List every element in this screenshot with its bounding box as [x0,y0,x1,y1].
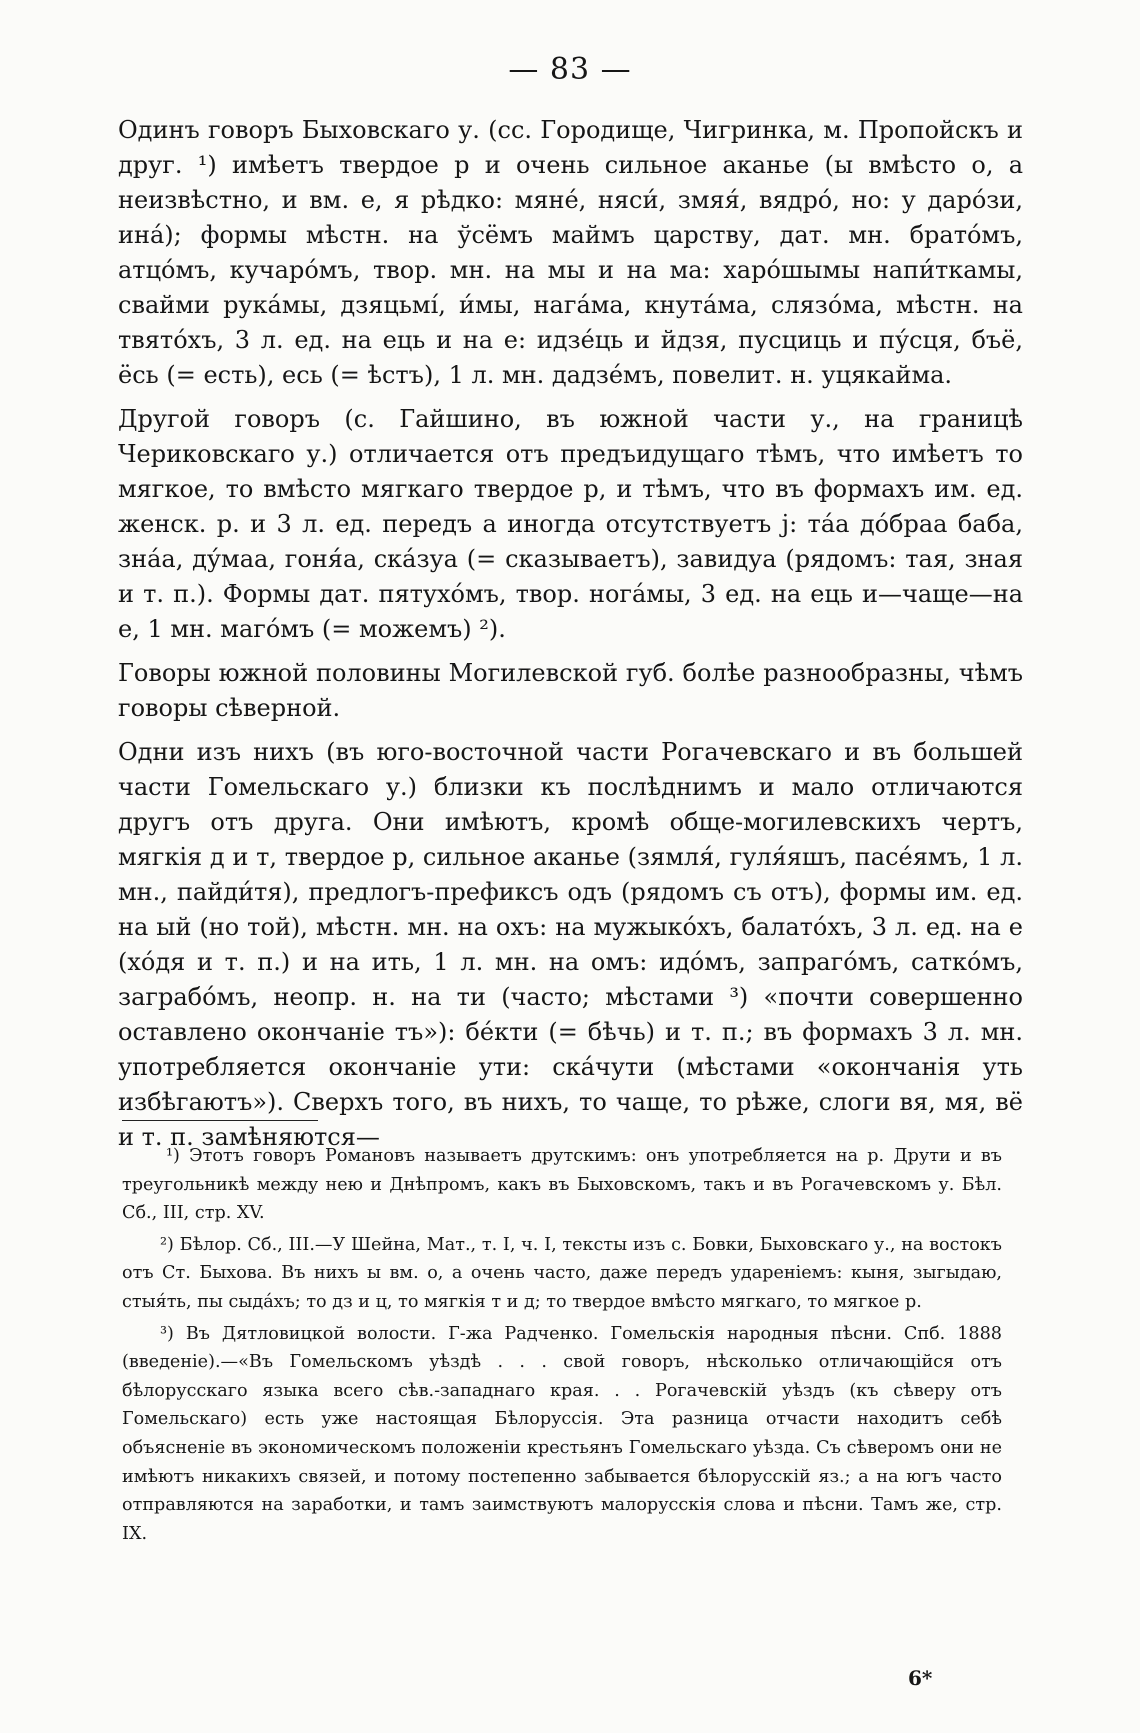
page-number: — 83 — [508,52,632,87]
paragraph-bykhov-dialect: Одинъ говоръ Быховскаго у. (сс. Городище, Чигринка, м. Пропойскъ и друг. ¹) имѣетъ твердое р и очень сильное аканье (ы вмѣсто о, а неизвѣстно, и вм. е, я рѣдко: мяне́, няси́, змяя́, вядро́, но: у даро́зи, ина́); формы мѣстн. на ўсёмъ маймъ царству, дат. мн. брато́мъ, атцо́мъ, кучаро́мъ, твор. мн. на мы и на ма: харо́шымы напи́ткамы, свайми рука́мы, дзяцьмі́, и́мы, нага́ма, кнута́ма, слязо́ма, мѣстн. на твято́хъ, 3 л. ед. на ець и на е: идзе́ць и йдзя, пусциць и пу́сця, бъё, ёсь (= есть), есь (= ѣстъ), 1 л. мн. дадзе́мъ, повелит. н. уцякайма. [118,116,1023,389]
paragraph-southern-dialects: Говоры южной половины Могилевской губ. болѣе разнообразны, чѣмъ говоры сѣверной. [118,659,1023,722]
paragraph-rogachev-gomel-dialects: Одни изъ нихъ (въ юго-восточной части Рогачевскаго и въ большей части Гомельскаго у.) близки къ послѣднимъ и мало отличаются другъ отъ друга. Они имѣютъ, кромѣ обще-могилевскихъ чертъ, мягкія д и т, твердое р, сильное аканье (зямля́, гуля́яшъ, пасе́ямъ, 1 л. мн., пайди́тя), предлогъ-префиксъ одъ (рядомъ съ отъ), формы им. ед. на ый (но той), мѣстн. мн. на охъ: на мужыко́хъ, балато́хъ, 3 л. ед. на е (хо́дя и т. п.) и на ить, 1 л. мн. на омъ: идо́мъ, запраго́мъ, сатко́мъ, заграбо́мъ, неопр. н. на ти (часто; мѣстами ³) «почти совершенно оставлено окончаніе тъ»): бе́кти (= бѣчь) и т. п.; въ формахъ 3 л. мн. употребляется окончаніе ути: ска́чути (мѣстами «окончанія уть избѣгаютъ»). Сверхъ того, въ нихъ, то чаще, то рѣже, слоги вя, мя, вё и т. п. замѣняются— [118,738,1023,1151]
footnotes [122,1142,1002,1551]
footnote-3: ³) Въ Дятловицкой волости. Г-жа Радченко. Гомельскія народныя пѣсни. Спб. 1888 (введеніе).—«Въ Гомельскомъ уѣздѣ . . . свой говоръ, нѣсколько отличающійся отъ бѣлорусскаго языка всего сѣв.-западнаго края. . . Рогачевскій уѣздъ (къ сѣверу отъ Гомельскаго) есть уже настоящая Бѣлоруссія. Эта разница отчасти находитъ себѣ объясненіе въ экономическомъ положеніи крестьянъ Гомельскаго уѣзда. Съ сѣверомъ они не имѣютъ никакихъ связей, и потому постепенно забывается бѣлорусскій яз.; а на югъ часто отправляются на заработки, и тамъ заимствуютъ малорусскія слова и пѣсни. Тамъ же, стр. IX. [122,1323,1002,1544]
footnote-1: ¹) Этотъ говоръ Романовъ называетъ друтскимъ: онъ употребляется на р. Друти и въ треугольникѣ между нею и Днѣпромъ, какъ въ Быховскомъ, такъ и въ Рогачевскомъ у. Бѣл. Сб., III, стр. XV. [122,1146,1002,1224]
printer-signature-mark: 6* [908,1666,933,1690]
footnote-2: ²) Бѣлор. Сб., III.—У Шейна, Мат., т. I, ч. I, тексты изъ с. Бовки, Быховскаго у., на востокъ отъ Ст. Быхова. Въ нихъ ы вм. о, а очень часто, даже передъ удареніемъ: кыня, зыгыдаю, стыя́ть, пы сыда́хъ; то дз и ц, то мягкія т и д; то твердое вмѣсто мягкаго, то мягкое р. [122,1234,1002,1312]
paragraph-gaishino-dialect: Другой говоръ (с. Гайшино, въ южной части у., на границѣ Чериковскаго у.) отличается отъ предъидущаго тѣмъ, что имѣетъ то мягкое, то вмѣсто мягкаго твердое р, и тѣмъ, что въ формахъ им. ед. женск. р. и 3 л. ед. передъ а иногда отсутствуетъ j: та́а до́браа баба, зна́а, ду́маа, гоня́а, ска́зуа (= сказываетъ), завидуа (рядомъ: тая, зная и т. п.). Формы дат. пятухо́мъ, твор. нога́мы, 3 ед. на ець и—чаще—на е, 1 мн. маго́мъ (= можемъ) ²). [118,405,1023,643]
main-text [118,113,1023,1164]
footnote-divider [122,1120,318,1121]
